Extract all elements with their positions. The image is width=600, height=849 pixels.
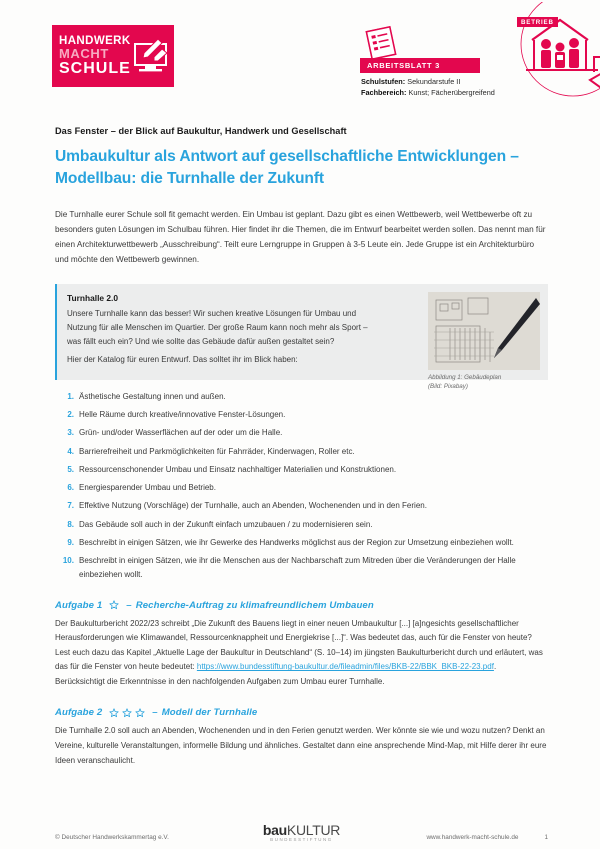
task-dash: – bbox=[126, 599, 132, 611]
catalog-item: Beschreibt in einigen Sätzen, wie ihr die Menschen aus der Nachbarschaft zum Mitreden über die Veränderungen der Halle einbeziehen wollt. bbox=[79, 556, 516, 579]
intro-paragraph: Die Turnhalle eurer Schule soll fit gemacht werden. Ein Umbau ist geplant. Dazu gibt es einen Wettbewerb, weil Wettbewerbe oft zu besonders guten Lösungen im Schulbau führen. Hier findet ihr die Themen, die im Entwurf bearbeitet werden sollen. Das nennt man für einen Architekturwettbewerb „Ausschreibung“. Teilt eure Lerngruppe in Gruppen à 3-5 Leute ein. Jede Gruppe ist ein Architekturbüro und möchte den Wettbewerb gewinnen. bbox=[55, 210, 546, 265]
catalog-item: Barrierefreiheit und Parkmöglichkeiten für Fahrräder, Kinderwagen, Roller etc. bbox=[79, 446, 355, 456]
catalog-item: Ästhetische Gestaltung innen und außen. bbox=[79, 391, 226, 401]
monitor-with-tools-icon bbox=[131, 35, 173, 77]
info-box-paragraph-1: Unsere Turnhalle kann das besser! Wir suchen kreative Lösungen für Umbau und Nutzung für alle Menschen im Quartier. Der große Raum kann noch mehr als Sport – was fällt euch ein? Und wie sollte das Gebäude dafür außen gestaltet sein? bbox=[67, 308, 368, 347]
logo-line-schule: SCHULE bbox=[59, 59, 131, 77]
info-box bbox=[55, 284, 548, 391]
task-text-before-link: Der Baukulturbericht 2022/23 schreibt „Die Zukunft des Bauens liegt in einer neuen Umbaukultur [...] [a]ngesichts gesellschaftlicher Herausforderungen wie Klimawandel, Ressourcenknappheit und Energiekrise [...]“. Was bedeutet das, auch für die Fenster von heute? Lest euch dazu das Kapitel „Aktuelle Lage der Baukultur in Deutschland“ (S. 10–14) im jüngsten Baukulturbericht durch und erläutert, was das für die Fenster von heute bedeutet: bbox=[55, 618, 543, 672]
catalog-item: Energiesparender Umbau und Betrieb. bbox=[79, 483, 216, 493]
info-box-paragraph-2: Hier der Katalog für euren Entwurf. Das solltet ihr im Blick haben: bbox=[67, 354, 298, 364]
footer-website[interactable]: www.handwerk-macht-schule.de bbox=[426, 834, 519, 841]
subject-value: Kunst; Fächerübergreifend bbox=[406, 88, 495, 98]
figure-image bbox=[428, 292, 540, 370]
difficulty-stars bbox=[109, 600, 119, 610]
task-label: Aufgabe 1 bbox=[55, 599, 103, 611]
footer-copyright: © Deutscher Handwerkskammertag e.V. bbox=[55, 834, 169, 841]
source-link[interactable]: https://www.bundesstiftung-baukultur.de/fileadmin/files/BKB-22/BBK_BKB-22-23.pdf bbox=[196, 662, 494, 672]
task-heading bbox=[55, 707, 548, 718]
catalog-item: Helle Räume durch kreative/innovative Fenster-Lösungen. bbox=[79, 410, 286, 420]
task-title: Recherche-Auftrag zu klimafreundlichem Umbauen bbox=[135, 599, 374, 611]
task-block bbox=[55, 707, 548, 768]
task-block bbox=[55, 600, 548, 690]
handwerk-macht-schule-logo bbox=[52, 25, 174, 87]
page-header bbox=[0, 0, 600, 118]
subject-label: Fachbereich: bbox=[361, 88, 407, 98]
baukultur-subtitle: BUNDESSTIFTUNG bbox=[270, 837, 333, 842]
catalog-item: Effektive Nutzung (Vorschläge) der Turnhalle, auch an Abenden, Wochenenden und in den Ferien. bbox=[79, 501, 427, 511]
tasks-section bbox=[55, 600, 548, 768]
star-icon bbox=[109, 708, 119, 718]
figure-caption-line-2: (Bild: Pixabay) bbox=[428, 383, 468, 391]
footer-page-number: 1 bbox=[544, 834, 548, 841]
task-heading bbox=[55, 600, 548, 611]
page-title: Umbaukultur als Antwort auf gesellschaftliche Entwicklungen – Modellbau: die Turnhalle der Zukunft bbox=[55, 148, 519, 188]
catalog-item: Beschreibt in einigen Sätzen, wie ihr Gewerke des Handwerks möglichst aus der Region zur Umsetzung einbeziehen wollt. bbox=[79, 537, 514, 547]
logo-line-macht: MACHT bbox=[59, 45, 109, 61]
info-box-title: Turnhalle 2.0 bbox=[67, 292, 119, 303]
figure-caption-line-1: Abbildung 1: Gebäudeplan bbox=[428, 373, 502, 381]
task-text-before-link: Die Turnhalle 2.0 soll auch an Abenden, Wochenenden und in den Ferien genutzt werden. Wer könnte sie wie und wozu nutzen? Denkt an Vereine, kulturelle Veranstaltungen, informelle Bildung und ähnliches. Gestaltet dann eine ansprechende Mind-Map, mit Hilfe derer ihr eure Ideen veranschaulicht. bbox=[55, 726, 547, 765]
betrieb-tag: BETRIEB bbox=[517, 17, 558, 27]
catalog-list bbox=[55, 390, 548, 582]
catalog-item: Grün- und/oder Wasserflächen auf der oder um die Halle. bbox=[79, 428, 283, 438]
catalog-item: Ressourcenschonender Umbau und Einsatz nachhaltiger Materialien und Konstruktionen. bbox=[79, 464, 397, 474]
task-label: Aufgabe 2 bbox=[55, 707, 103, 719]
logo-wordmark bbox=[59, 35, 131, 78]
baukultur-kultur: KULTUR bbox=[286, 822, 341, 838]
figure-building-plan bbox=[428, 292, 540, 392]
task-text-after-link: . Berücksichtigt die Erkenntnisse in den nachfolgenden Aufgaben zum Umbau eurer Turnhalle. bbox=[55, 662, 497, 686]
task-title: Modell der Turnhalle bbox=[161, 707, 258, 719]
document-kicker: Das Fenster – der Blick auf Baukultur, Handwerk und Gesellschaft bbox=[55, 126, 347, 136]
baukultur-bau: bau bbox=[262, 822, 287, 838]
task-body bbox=[55, 617, 548, 690]
star-icon bbox=[122, 708, 132, 718]
catalog-item: Das Gebäude soll auch in der Zukunft einfach umzubauen / zu modernisieren sein. bbox=[79, 519, 373, 529]
document-content bbox=[0, 126, 600, 768]
task-dash: – bbox=[152, 707, 158, 719]
difficulty-stars bbox=[109, 708, 145, 718]
star-icon bbox=[135, 708, 145, 718]
school-level-label: Schulstufen: bbox=[361, 77, 406, 86]
task-body bbox=[55, 724, 548, 768]
logo-line-handwerk: HANDWERK bbox=[59, 34, 131, 47]
school-level-value: Sekundarstufe II bbox=[405, 77, 461, 86]
page-footer bbox=[0, 822, 600, 841]
star-icon bbox=[109, 600, 119, 610]
figure-caption bbox=[428, 373, 540, 392]
worksheet-badge: ARBEITSBLATT 3 bbox=[360, 58, 480, 73]
